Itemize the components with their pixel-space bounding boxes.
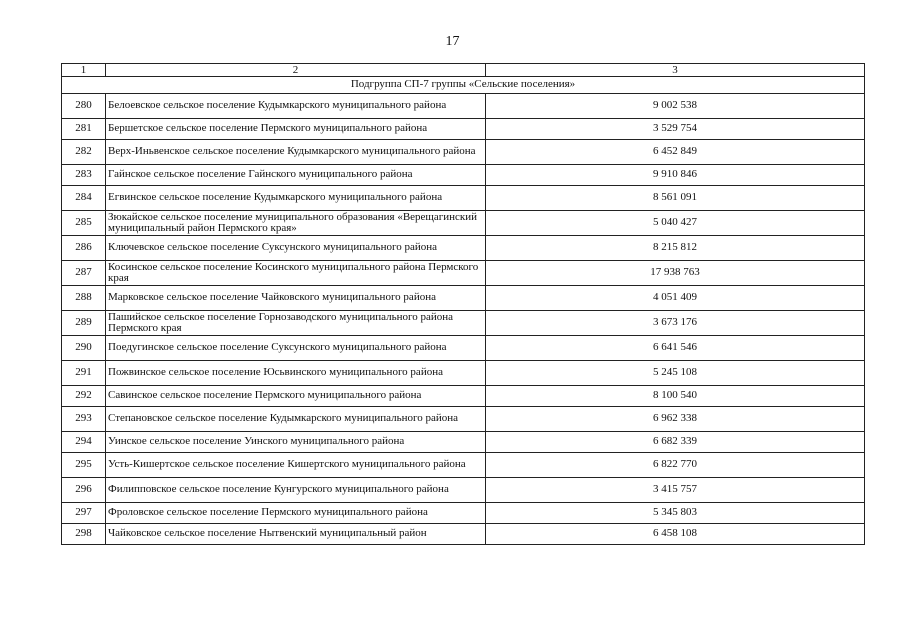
amount-value: 5 040 427 [486,211,865,236]
table-row [62,261,865,286]
table-row [62,94,865,119]
settlement-name: Пожвинское сельское поселение Юсьвинского муниципального района [106,361,486,386]
row-number: 295 [62,453,106,478]
settlement-name: Степановское сельское поселение Кудымкарского муниципального района [106,407,486,432]
settlement-name: Пашийское сельское поселение Горнозаводского муниципального района Пермского края [106,311,486,336]
settlement-name: Ключевское сельское поселение Суксунского муниципального района [106,236,486,261]
row-number: 280 [62,94,106,119]
amount-value: 9 002 538 [486,94,865,119]
settlement-name: Белоевское сельское поселение Кудымкарского муниципального района [106,94,486,119]
page-number: 17 [445,34,460,49]
settlement-name: Косинское сельское поселение Косинского муниципального района Пермского края [106,261,486,286]
amount-value: 6 452 849 [486,140,865,165]
table-row [62,361,865,386]
row-number: 281 [62,119,106,140]
table-row [62,311,865,336]
amount-value: 6 962 338 [486,407,865,432]
subgroup-title: Подгруппа СП-7 группы «Сельские поселения» [62,77,865,94]
amount-value: 8 100 540 [486,386,865,407]
amount-value: 8 215 812 [486,236,865,261]
amount-value: 17 938 763 [486,261,865,286]
row-number: 285 [62,211,106,236]
subgroup-row [62,77,865,94]
allocation-table [61,63,865,545]
settlement-name: Бершетское сельское поселение Пермского муниципального района [106,119,486,140]
amount-value: 6 458 108 [486,524,865,545]
settlement-name: Филипповское сельское поселение Кунгурского муниципального района [106,478,486,503]
table-row [62,407,865,432]
table-row [62,336,865,361]
table-row [62,478,865,503]
settlement-name: Зюкайское сельское поселение муниципального образования «Верещагинский муниципальный район Пермского края» [106,211,486,236]
row-number: 290 [62,336,106,361]
amount-value: 6 641 546 [486,336,865,361]
settlement-name: Уинское сельское поселение Уинского муниципального района [106,432,486,453]
table-row [62,211,865,236]
amount-value: 4 051 409 [486,286,865,311]
settlement-name: Гайнское сельское поселение Гайнского муниципального района [106,165,486,186]
amount-value: 6 822 770 [486,453,865,478]
amount-value: 9 910 846 [486,165,865,186]
row-number: 288 [62,286,106,311]
table-row [62,186,865,211]
row-number: 294 [62,432,106,453]
column-number-row [62,64,865,77]
amount-value: 3 529 754 [486,119,865,140]
table-row [62,236,865,261]
table-row [62,524,865,545]
amount-value: 3 415 757 [486,478,865,503]
column-number-1: 1 [62,64,106,77]
amount-value: 6 682 339 [486,432,865,453]
settlement-name: Егвинское сельское поселение Кудымкарского муниципального района [106,186,486,211]
table-row [62,503,865,524]
row-number: 284 [62,186,106,211]
settlement-name: Марковское сельское поселение Чайковского муниципального района [106,286,486,311]
row-number: 292 [62,386,106,407]
amount-value: 5 245 108 [486,361,865,386]
settlement-name: Фроловское сельское поселение Пермского муниципального района [106,503,486,524]
table-row [62,140,865,165]
table-row [62,165,865,186]
row-number: 287 [62,261,106,286]
amount-value: 5 345 803 [486,503,865,524]
row-number: 282 [62,140,106,165]
column-number-3: 3 [486,64,865,77]
settlement-name: Верх-Иньвенское сельское поселение Кудымкарского муниципального района [106,140,486,165]
row-number: 293 [62,407,106,432]
row-number: 297 [62,503,106,524]
amount-value: 3 673 176 [486,311,865,336]
row-number: 286 [62,236,106,261]
settlement-name: Усть-Кишертское сельское поселение Кишертского муниципального района [106,453,486,478]
row-number: 298 [62,524,106,545]
row-number: 289 [62,311,106,336]
row-number: 283 [62,165,106,186]
row-number: 291 [62,361,106,386]
row-number: 296 [62,478,106,503]
settlement-name: Поедугинское сельское поселение Суксунского муниципального района [106,336,486,361]
settlement-name: Савинское сельское поселение Пермского муниципального района [106,386,486,407]
table-row [62,386,865,407]
column-number-2: 2 [106,64,486,77]
settlement-name: Чайковское сельское поселение Нытвенский муниципальный район [106,524,486,545]
table-row [62,432,865,453]
table-body [62,64,865,545]
table-row [62,119,865,140]
table-row [62,453,865,478]
table-row [62,286,865,311]
amount-value: 8 561 091 [486,186,865,211]
